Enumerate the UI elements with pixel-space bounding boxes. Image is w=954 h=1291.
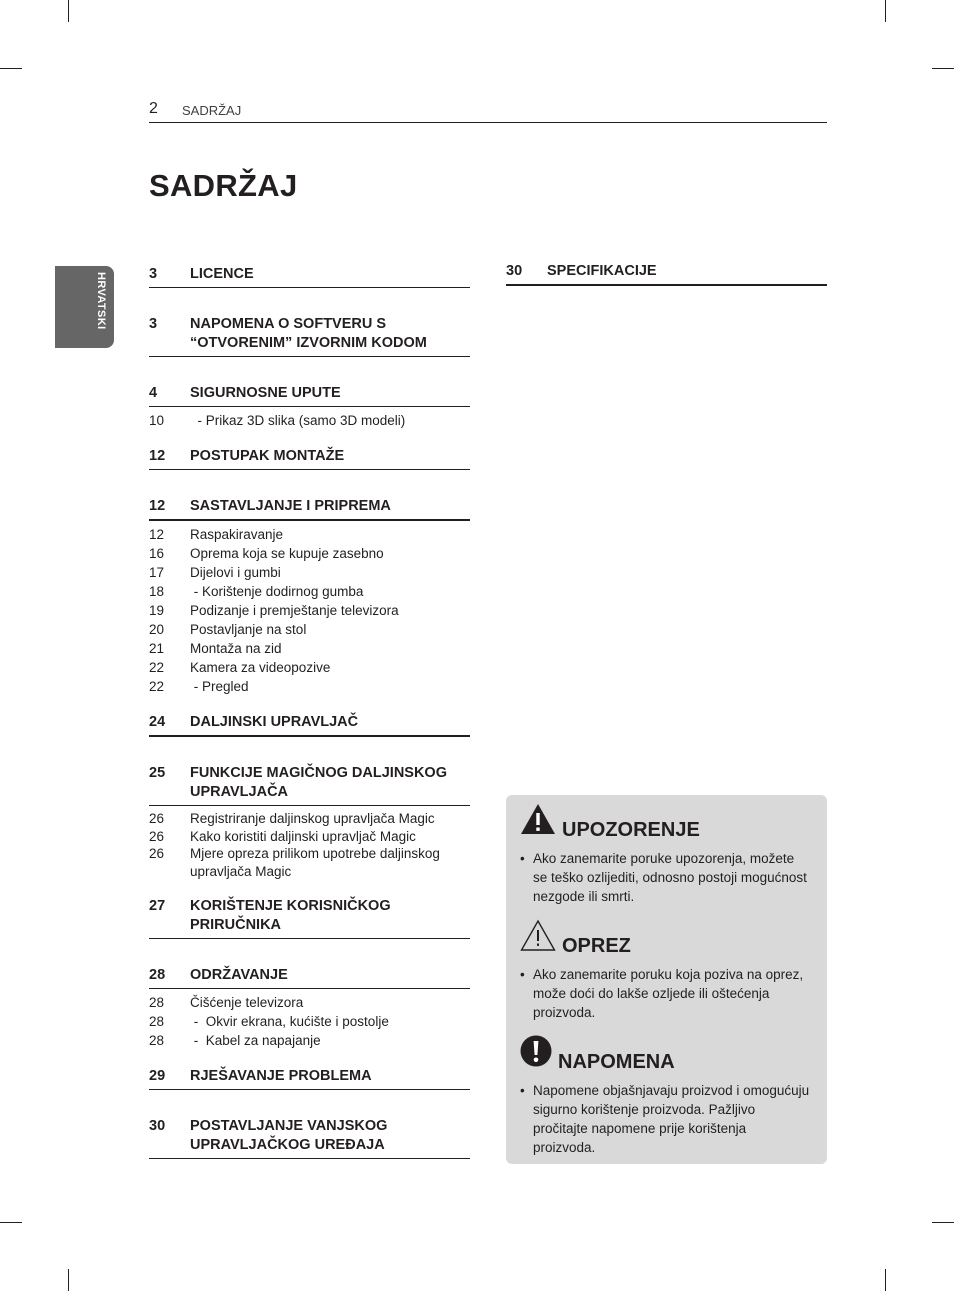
toc-subitem-title [190,639,470,658]
toc-title-line: UPRAVLJAČA [190,784,289,800]
toc-subitem-line: Raspakiravanje [190,527,284,542]
toc-section[interactable] [149,1114,470,1159]
crop-mark [885,1269,886,1291]
toc-subitem-page: 28 [149,1033,165,1048]
toc-section-row [149,713,470,732]
toc-subitem-page: 19 [149,603,165,618]
toc-gap [149,1163,470,1183]
toc-section[interactable] [149,963,470,989]
crop-mark [0,1222,22,1223]
toc-subitem-title [190,582,470,601]
toc-gap [149,1094,470,1114]
toc-title-line: DALJINSKI UPRAVLJAČ [190,714,359,730]
notice-label: UPOZORENJE [562,819,700,841]
toc-title-line: SASTAVLJANJE I PRIPREMA [190,498,391,514]
toc-section-title [190,764,470,802]
toc-subitem-line: - Pregled [190,679,249,694]
crop-mark [68,1269,69,1291]
toc-subitem[interactable] [149,411,470,430]
toc-subitem-title [190,1031,470,1050]
notice-text: Napomene objašnjavaju proizvod i omogućuju sigurno korištenje proizvoda. Pažljivo pročitajte napomene prije korištenja proizvoda. [533,1083,810,1155]
toc-subitem[interactable] [149,582,470,601]
notice-label: NAPOMENA [558,1051,675,1073]
toc-subitem-line: Dijelovi i gumbi [190,565,281,580]
toc-title-line: RJEŠAVANJE PROBLEMA [190,1068,372,1084]
toc-title-line: POSTUPAK MONTAŽE [190,448,345,464]
page-title: SADRŽAJ [149,168,298,203]
toc-subitem-line: - Kabel za napajanje [190,1033,321,1048]
toc-section-page: 27 [149,898,166,914]
toc-subitem-page: 26 [149,828,165,844]
toc-subitem-line: Kamera za videopozive [190,660,331,675]
toc-subitem-line: Registriranje daljinskog upravljača Magic [190,811,435,826]
toc-subitem[interactable] [149,845,470,880]
toc-subitem-title [190,993,470,1012]
toc-subitem[interactable] [149,601,470,620]
toc-subitems [149,810,470,894]
toc-subitem[interactable] [149,620,470,639]
toc-subitem-page: 28 [149,995,165,1010]
toc-subitem[interactable] [149,544,470,563]
toc-subitem[interactable] [149,677,470,696]
toc-subitem-page: 18 [149,584,165,599]
toc-subitems [149,411,470,444]
toc-gap [149,943,470,963]
crop-mark [68,0,69,22]
page-number: 2 [149,100,158,117]
toc-title-line: ODRŽAVANJE [190,967,288,983]
toc-section-page: 3 [149,266,158,282]
toc-subitem-line: - Korištenje dodirnog gumba [190,584,364,599]
toc-title-line: FUNKCIJE MAGIČNOG DALJINSKOG [190,765,447,781]
toc-subitem-title [190,544,470,563]
toc-subitem-line: Podizanje i premještanje televizora [190,603,399,618]
toc-subitem-title [190,1012,470,1031]
toc-section-page: 4 [149,385,158,401]
toc-subitem-title [190,601,470,620]
toc-subitem[interactable] [149,810,470,828]
toc-section[interactable] [506,259,827,286]
toc-subitem-page: 22 [149,660,165,675]
exclamation-circle-icon [520,1035,553,1068]
toc-subitem-page: 22 [149,679,165,694]
toc-subitem-line: upravljača Magic [190,863,292,879]
toc-section-page: 30 [149,1118,166,1134]
toc-section[interactable] [149,312,470,357]
toc-right-column [506,259,827,290]
toc-subitem-line: Oprema koja se kupuje zasebno [190,546,384,561]
toc-section-page: 12 [149,498,166,514]
warning-triangle-icon [520,803,556,836]
toc-section-page: 24 [149,714,166,730]
toc-section-row [149,265,470,284]
toc-subitem[interactable] [149,993,470,1012]
notice-oprez [506,919,827,1022]
toc-section-row [149,447,470,466]
toc-subitem-line: - Okvir ekrana, kućište i postolje [190,1014,389,1029]
toc-section-title [190,1117,470,1155]
toc-subitem-page: 10 [149,413,165,428]
toc-left-column [149,262,470,1183]
toc-subitem-line: Postavljanje na stol [190,622,307,637]
toc-title-line: UPRAVLJAČKOG UREĐAJA [190,1137,385,1153]
toc-section-row [149,1117,470,1155]
toc-section-title [190,497,470,516]
toc-subitem[interactable] [149,1031,470,1050]
crop-mark [885,0,886,22]
toc-section-title [190,1067,470,1086]
toc-subitem[interactable] [149,639,470,658]
toc-subitems [149,993,470,1064]
notice-napomena [506,1035,827,1157]
toc-subitem-title [190,620,470,639]
language-side-tab [55,266,114,348]
toc-section[interactable] [149,444,470,470]
toc-subitem-line: Čišćenje televizora [190,995,304,1010]
toc-subitem-line: - Prikaz 3D slika (samo 3D modeli) [190,413,406,428]
toc-gap [149,361,470,381]
toc-title-line: “OTVORENIM” IZVORNIM KODOM [190,335,427,351]
notice-box [506,795,827,1164]
toc-title-line: KORIŠTENJE KORISNIČKOG [190,898,391,914]
toc-title-line: SIGURNOSNE UPUTE [190,385,341,401]
toc-section-page: 30 [506,263,523,279]
crop-mark [932,68,954,69]
toc-subitems [149,525,470,710]
toc-gap [149,292,470,312]
toc-subitem[interactable] [149,525,470,544]
toc-section[interactable] [149,894,470,939]
toc-section[interactable] [149,381,470,407]
toc-section-title [190,315,470,353]
toc-section-page: 25 [149,765,166,781]
toc-section-row [149,966,470,985]
toc-section-page: 12 [149,448,166,464]
notice-label: OPREZ [562,935,631,957]
toc-section-title: SPECIFIKACIJE [547,263,657,279]
toc-gap [149,474,470,494]
toc-section-row [506,262,827,281]
toc-section[interactable] [149,761,470,806]
toc-subitem-title [190,845,470,880]
toc-title-line: PRIRUČNIKA [190,917,282,933]
toc-section-row [149,1067,470,1086]
toc-subitem-page: 26 [149,846,165,861]
toc-subitem-page: 20 [149,622,165,637]
toc-section-title [190,447,470,466]
toc-gap [149,741,470,761]
toc-subitem-page: 12 [149,527,165,542]
toc-section-title [190,265,470,284]
toc-subitem-line: Montaža na zid [190,641,282,656]
toc-subitem-page: 16 [149,546,165,561]
toc-section-title [190,713,470,732]
toc-subitem-title [190,411,470,430]
toc-section-title [190,966,470,985]
toc-subitem-page: 21 [149,641,165,656]
header-section-title: SADRŽAJ [182,103,242,118]
toc-subitem[interactable] [149,658,470,677]
toc-section-title [190,384,470,403]
toc-subitem-title [190,658,470,677]
toc-title-line: LICENCE [190,266,254,282]
toc-section[interactable] [149,494,470,521]
toc-subitem-title [190,810,470,828]
crop-mark [0,68,22,69]
toc-section-row [149,497,470,516]
bullet: • [520,967,525,982]
toc-title-line: POSTAVLJANJE VANJSKOG [190,1118,388,1134]
toc-subitem-page: 28 [149,1014,165,1029]
toc-section-row [149,384,470,403]
toc-title-line: NAPOMENA O SOFTVERU S [190,316,387,332]
crop-mark [932,1222,954,1223]
toc-subitem-page: 26 [149,811,165,826]
page-header [149,100,827,123]
toc-section[interactable] [149,1064,470,1090]
bullet: • [520,851,525,866]
toc-subitem-line: Mjere opreza prilikom upotrebe daljinskog [190,846,440,861]
toc-subitem[interactable] [149,1012,470,1031]
notice-text: Ako zanemarite poruku koja poziva na oprez, može doći do lakše ozljede ili oštećenja proizvoda. [533,967,804,1020]
toc-subitem-title [190,828,470,846]
toc-section-row [149,764,470,802]
toc-subitem-title [190,563,470,582]
toc-section[interactable] [149,710,470,737]
language-label: HRVATSKI [95,272,107,330]
toc-subitem[interactable] [149,563,470,582]
bullet: • [520,1083,525,1098]
toc-subitem-title [190,677,470,696]
toc-section-row [149,897,470,935]
toc-section-row [149,315,470,353]
toc-section-page: 28 [149,967,166,983]
toc-subitem-line: Kako koristiti daljinski upravljač Magic [190,828,416,844]
toc-section[interactable] [149,262,470,288]
toc-section-page: 29 [149,1068,166,1084]
toc-subitem-title [190,525,470,544]
toc-section-page: 3 [149,316,158,332]
notice-text: Ako zanemarite poruke upozorenja, možete se teško ozlijediti, odnosno postoji mogućnost nezgode ili smrti. [533,851,807,904]
toc-subitem-page: 17 [149,565,165,580]
notice-upozorenje [506,803,827,906]
caution-triangle-outline-icon [520,919,556,952]
toc-section-title [190,897,470,935]
toc-subitem[interactable] [149,828,470,846]
